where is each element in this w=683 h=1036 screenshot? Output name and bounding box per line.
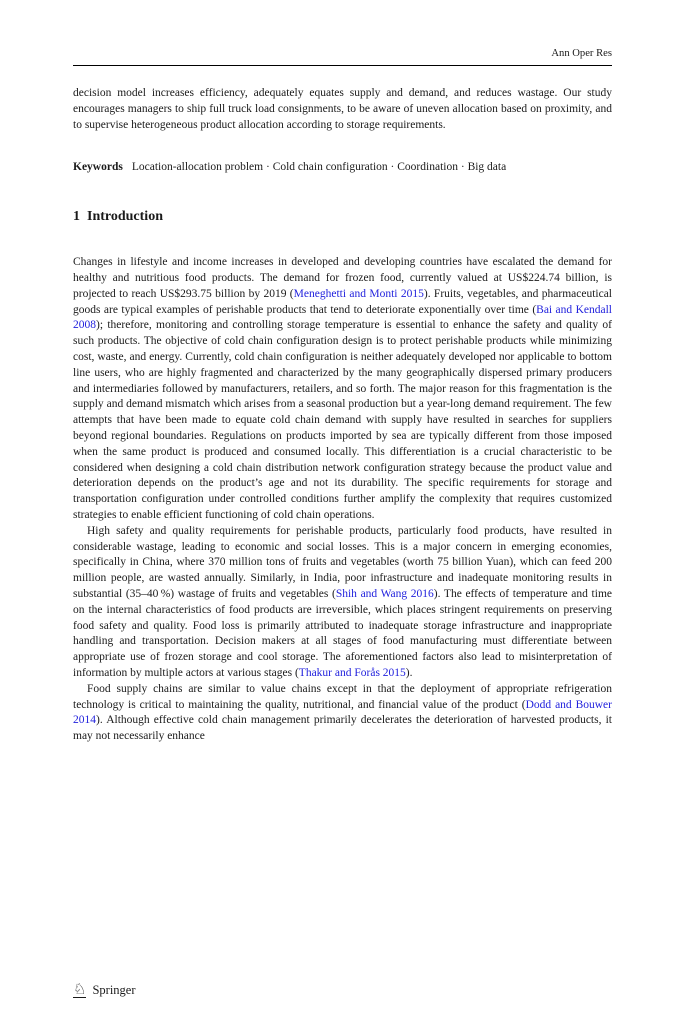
citation-link[interactable]: Shih and Wang 2016 (335, 587, 434, 600)
journal-header: Ann Oper Res (551, 48, 612, 59)
springer-horse-icon: ♘ (73, 980, 87, 998)
citation-link[interactable]: Bai and Kendall 2008 (73, 303, 612, 332)
springer-logo (73, 982, 136, 998)
introduction-body (73, 255, 612, 745)
keyword-item: Cold chain configuration (272, 161, 388, 174)
paragraph: High safety and quality requirements for perishable products, particularly food products, have resulted in considerable wastage, leading to economic and social losses. This is a major concern in emerging economies, specifically in China, where 370 million tons of fruits and vegetables (worth 75 billion Yuan), which can feed 200 million people, are wasted annually. Similarly, in India, poor infrastructure and inadequate monitoring results in substantial (35–40 %) wastage of fruits and vegetables (Shih and Wang 2016). The effects of temperature and time on the internal characteristics of food products are irreversible, which places stringent requirements on preserving food safety and quality. Food loss is primarily attributed to inadequate storage infrastructure and inappropriate handling and transportation. Decision makers at all stages of food manufacturing must differentiate between appropriate use of frozen storage and cool storage. The aforementioned factors also lead to misinterpretation of information by multiple actors at various stages (Thakur and Forås 2015). (73, 524, 612, 679)
keywords-label: Keywords (73, 161, 123, 174)
keywords-line (73, 160, 612, 176)
paragraph: Food supply chains are similar to value chains except in that the deployment of appropriate refrigeration technology is critical to maintaining the quality, nutritional, and financial value of the product (Dodd and Bouwer 2014). Although effective cold chain management primarily decelerates the deterioration of harvested products, it may not necessarily enhance (73, 682, 612, 743)
citation-link[interactable]: Thakur and Forås 2015 (298, 666, 406, 679)
section-number: 1 (73, 209, 80, 225)
header-rule (73, 65, 612, 66)
citation-link[interactable]: Dodd and Bouwer 2014 (73, 698, 612, 727)
page-content (73, 0, 612, 745)
keywords-items: Location-allocation problem · Cold chain configuration · Coordination · Big data (131, 161, 507, 174)
keyword-item: Location-allocation problem (131, 161, 264, 174)
citation-link[interactable]: Meneghetti and Monti 2015 (293, 287, 424, 300)
keyword-item: Coordination (397, 161, 458, 174)
section-title: Introduction (87, 209, 163, 225)
section-heading (73, 208, 612, 226)
abstract-continuation-paragraph: decision model increases efficiency, adequately equates supply and demand, and reduces wastage. Our study encourages managers to ship full truck load consignments, to be aware of uneven allocation based on proximity, and to supervise heterogeneous product allocation according to storage requirements. (73, 87, 612, 131)
keyword-item: Big data (467, 161, 507, 174)
paragraph: Changes in lifestyle and income increases in developed and developing countries have escalated the demand for healthy and nutritious food products. The demand for frozen food, currently valued at US$224.74 billion, is projected to reach US$293.75 billion by 2019 (Meneghetti and Monti 2015). Fruits, vegetables, and pharmaceutical goods are typical examples of perishable products that tend to deteriorate exponentially over time (Bai and Kendall 2008); therefore, monitoring and controlling storage temperature is essential to enhance the safety and quality of such products. The objective of cold chain configuration design is to protect perishable products while minimizing cost, waste, and energy. Currently, cold chain configuration is neither adequately developed nor applicable to bottom line users, who are highly fragmented and characterized by the many geographically dispersed primary producers and intermediaries followed by manufacturers, retailers, and so forth. The major reason for this fragmentation is the supply and demand mismatch which arises from a seasonal production but a year-long demand requirement. The few attempts that have been made to equate cold chain demand with supply have resulted in searches for suppliers beyond regional boundaries. Regulations on products imported by sea are typically different from those imposed when the same product is produced and consumed locally. This differentiation is a crucial characteristic to be considered when designing a cold chain distribution network configuration strategy because the product value and deterioration depends on the product’s age and not its durability. The specific requirements for storage and transportation configuration under controlled conditions further amplify the complexity that requires customized strategies to enable efficient functioning of cold chain operations. (73, 256, 613, 521)
publisher-name: Springer (92, 982, 136, 997)
